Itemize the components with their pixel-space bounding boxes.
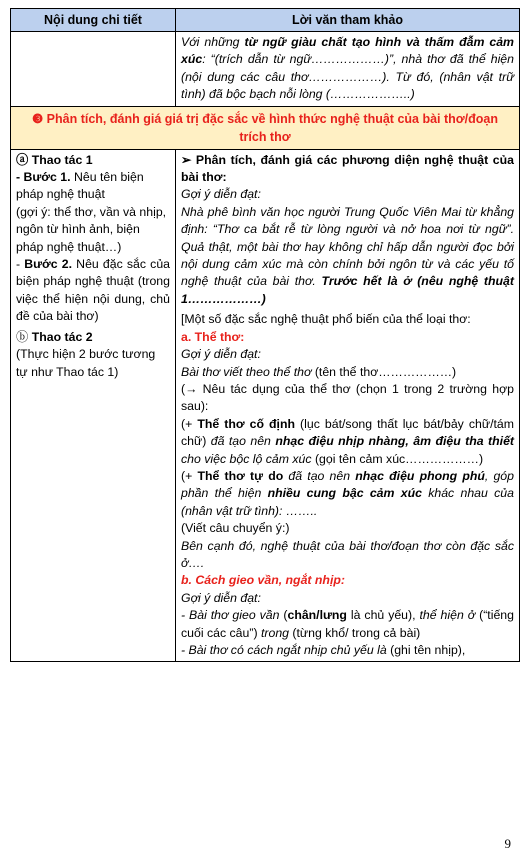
a-line-6: Bên cạnh đó, nghệ thuật của bài thơ/đoạn thơ còn đặc sắc ở…. xyxy=(181,538,514,570)
text: (gọi tên cảm xúc………………) xyxy=(311,451,484,466)
step-2 xyxy=(16,256,170,326)
b-line-2 xyxy=(181,642,514,659)
text: : “(trích dẫn từ ngữ………………)”, nhà thơ đã thể hiện (nội dung các câu thơ………………). Từ đó, (nhân vật trữ tình) đã bộc bạch nỗi lòng (………………..) xyxy=(181,52,514,102)
text: Nhà phê bình văn học người Trung Quốc Viên Mai từ khẳng định: “Thơ ca bắt rễ từ lòng người và nở hoa nơi từ ngữ”. Quả thật, một bài thơ hay không chỉ hấp dẫn người đọc bởi nội dung cảm xúc mà còn chính bởi ngôn từ và các yếu tố nghệ thuật của bài thơ. xyxy=(181,204,514,289)
b-line-1 xyxy=(181,607,514,642)
label: Thao tác 1 xyxy=(28,152,93,167)
text: (từng khổ/ trong cả bài) xyxy=(289,625,421,640)
goi-y-label: Gợi ý diễn đạt: xyxy=(181,187,261,202)
text: Nêu đặc sắc của biện pháp nghệ thuật (trong việc thể hiện nội dung, chủ đề của bài thơ) xyxy=(16,257,170,324)
a-line-1 xyxy=(181,364,514,381)
a-line-3 xyxy=(181,416,514,468)
step-1 xyxy=(16,169,170,204)
section-title: Phân tích, đánh giá giá trị đặc sắc về hình thức nghệ thuật của bài thơ/đoạn trích thơ xyxy=(43,111,499,144)
text: đã tạo nên xyxy=(283,468,356,483)
a-line-5: (Viết câu chuyển ý:) xyxy=(181,521,290,536)
section-b-title: b. Cách gieo vần, ngắt nhịp: xyxy=(181,573,345,588)
number-3-icon: ❸ xyxy=(31,111,44,126)
text-bold: nhạc điệu nhịp nhàng, âm điệu tha thiết xyxy=(275,434,514,449)
right-heading xyxy=(181,152,514,187)
text: là chủ yếu), xyxy=(346,608,420,623)
text: đã tạo nên xyxy=(210,434,276,449)
section-heading xyxy=(11,106,520,149)
text: (tên thể thơ………………) xyxy=(311,364,457,379)
text: - xyxy=(16,257,25,272)
text: (ghi tên nhịp), xyxy=(386,643,466,657)
text: trong xyxy=(260,625,289,640)
section-row xyxy=(11,106,520,149)
top-row-left xyxy=(11,32,176,107)
a-line-4 xyxy=(181,468,514,520)
circled-b-icon: ⓑ xyxy=(16,329,29,344)
header-col1: Nội dung chi tiết xyxy=(11,9,176,32)
text-bold: Trước hết là ở (nêu nghệ thuật 1………………) xyxy=(181,274,514,306)
paragraph-2: [Một số đặc sắc nghệ thuật phổ biến của thể loại thơ: xyxy=(181,312,471,327)
section-a-title: a. Thể thơ: xyxy=(181,329,245,344)
thao-tac-1 xyxy=(16,152,170,169)
top-paragraph xyxy=(181,34,514,104)
text: Phân tích, đánh giá các phương diện nghệ thuật của bài thơ: xyxy=(181,152,514,185)
text-bold: từ ngữ giàu chất tạo hình và thấm đẫm cảm xúc xyxy=(181,35,514,67)
main-row xyxy=(11,149,520,662)
header-col2: Lời văn tham khảo xyxy=(176,9,520,32)
thao-tac-2-text: (Thực hiện 2 bước tương tự như Thao tác 1) xyxy=(16,347,156,379)
thao-tac-2 xyxy=(16,329,170,346)
page-number: 9 xyxy=(504,836,511,851)
text: (lục bát/song thất lục bát/bảy chữ/tám chữ) xyxy=(181,416,514,449)
top-row-right xyxy=(176,32,520,107)
text: (+ xyxy=(181,416,198,431)
text-bold: Thể thơ tự do xyxy=(197,468,284,483)
label: Bước 2. xyxy=(24,257,73,272)
text: cho việc bộc lộ cảm xúc xyxy=(181,451,312,466)
text: Nêu tên biện pháp nghệ thuật xyxy=(16,170,144,202)
hint: (gợi ý: thể thơ, vần và nhịp, ngôn từ hình ảnh, biện pháp nghệ thuật…) xyxy=(16,204,167,254)
text: (“tiếng cuối các câu”) xyxy=(181,608,514,640)
text: Với những xyxy=(181,35,245,49)
header-row xyxy=(11,9,520,32)
circled-a-icon: ⓐ xyxy=(16,152,29,167)
text: , góp phần thể hiện xyxy=(181,468,514,501)
text-bold: nhạc điệu phong phú xyxy=(355,468,485,483)
paragraph-1 xyxy=(181,204,514,308)
text: - Bài thơ gieo vần xyxy=(181,608,280,623)
text-bold: nhiều cung bậc cảm xúc xyxy=(267,486,422,501)
right-column xyxy=(176,149,520,662)
arrow-icon: ➢ xyxy=(181,152,192,167)
text: khác nhau của (nhân vật trữ tình): …….. xyxy=(181,486,514,518)
text: - Bài thơ có cách ngắt nhịp chủ yếu là xyxy=(181,643,387,657)
text: Bài thơ viết theo thể thơ xyxy=(181,364,312,379)
a-line-2: (→ Nêu tác dụng của thể thơ (chọn 1 trong 2 trường hợp sau): xyxy=(181,381,514,414)
goi-y-label: Gợi ý diễn đạt: xyxy=(181,590,261,605)
top-row xyxy=(11,32,520,107)
left-column xyxy=(11,149,176,662)
text: ( xyxy=(279,608,288,623)
goi-y-label: Gợi ý diễn đạt: xyxy=(181,347,261,362)
text: (+ xyxy=(181,468,198,483)
text-bold: chân/lưng xyxy=(287,608,347,623)
content-table xyxy=(10,8,520,662)
label: - Bước 1. xyxy=(16,170,71,185)
label: Thao tác 2 xyxy=(28,329,93,344)
text: thể hiện ở xyxy=(419,608,476,623)
text-bold: Thể thơ cố định xyxy=(197,416,295,431)
